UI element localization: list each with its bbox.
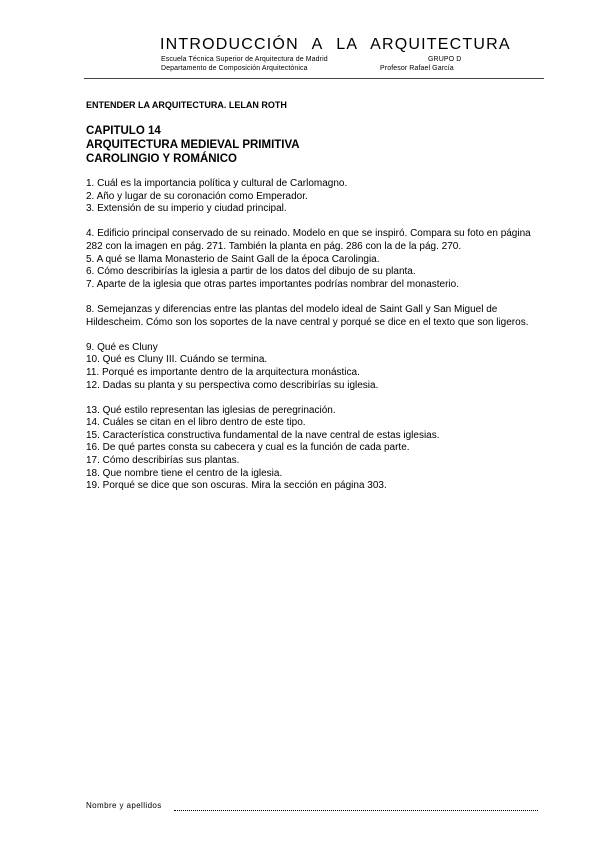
department-name: Departamento de Composición Arquitectónica: [161, 65, 308, 72]
question-item: 5. A qué se llama Monasterio de Saint Gall de la época Carolingia.: [86, 253, 380, 265]
question-item: 8. Semejanzas y diferencias entre las plantas del modelo ideal de Saint Gall y San Miguel de Hildescheim. Cómo son los soportes de la nave central y porqué se dice en el texto que son ligeros.: [86, 303, 529, 328]
question-group: [86, 405, 546, 493]
question-group: [86, 228, 546, 291]
name-field-line[interactable]: [174, 810, 538, 811]
header-divider: [84, 78, 544, 79]
question-item: 9. Qué es Cluny: [86, 341, 158, 353]
question-item: 3. Extensión de su imperio y ciudad principal.: [86, 203, 287, 215]
name-field-label: Nombre y apellidos: [86, 801, 162, 810]
question-item: 1. Cuál es la importancia política y cultural de Carlomagno.: [86, 178, 348, 189]
question-item: 6. Cómo describirías la iglesia a partir de los datos del dibujo de su planta.: [86, 266, 416, 278]
question-item: 16. De qué partes consta su cabecera y cual es la función de cada parte.: [86, 442, 410, 454]
chapter-number: CAPITULO 14: [86, 125, 161, 137]
chapter-title-line2: CAROLINGIO Y ROMÁNICO: [86, 153, 237, 165]
book-title: ENTENDER LA ARQUITECTURA. LELAN ROTH: [86, 100, 287, 110]
question-item: 12. Dadas su planta y su perspectiva como describirías su iglesia.: [86, 379, 379, 391]
question-item: 13. Qué estilo representan las iglesias de peregrinación.: [86, 404, 336, 416]
question-group: [86, 304, 546, 329]
question-item: 4. Edificio principal conservado de su reinado. Modelo en que se inspiró. Compara su foto en página 282 con la imagen en pág. 271. También la planta en pág. 286 con la de la pág. 270.: [86, 228, 531, 252]
question-item: 19. Porqué se dice que son oscuras. Mira la sección en página 303.: [86, 480, 387, 492]
question-list: [86, 178, 546, 505]
question-item: 7. Aparte de la iglesia que otras partes importantes podrías nombrar del monasterio.: [86, 278, 459, 290]
school-name: Escuela Técnica Superior de Arquitectura de Madrid: [161, 56, 328, 63]
question-group: [86, 178, 546, 216]
chapter-heading: [86, 124, 300, 166]
question-item: 11. Porqué es importante dentro de la arquitectura monástica.: [86, 366, 360, 378]
question-group: [86, 342, 546, 392]
question-item: 15. Característica constructiva fundamental de la nave central de estas iglesias.: [86, 429, 440, 441]
question-item: 14. Cuáles se citan en el libro dentro de este tipo.: [86, 417, 306, 429]
question-item: 18. Que nombre tiene el centro de la iglesia.: [86, 467, 283, 479]
question-item: 17. Cómo describirías sus plantas.: [86, 455, 240, 467]
chapter-title-line1: ARQUITECTURA MEDIEVAL PRIMITIVA: [86, 139, 300, 151]
question-item: 2. Año y lugar de su coronación como Emperador.: [86, 190, 308, 202]
group-label: GRUPO D: [428, 56, 462, 63]
professor-name: Profesor Rafael García: [380, 65, 454, 72]
question-item: 10. Qué es Cluny III. Cuándo se termina.: [86, 354, 268, 366]
course-title: INTRODUCCIÓN A LA ARQUITECTURA: [160, 36, 511, 53]
